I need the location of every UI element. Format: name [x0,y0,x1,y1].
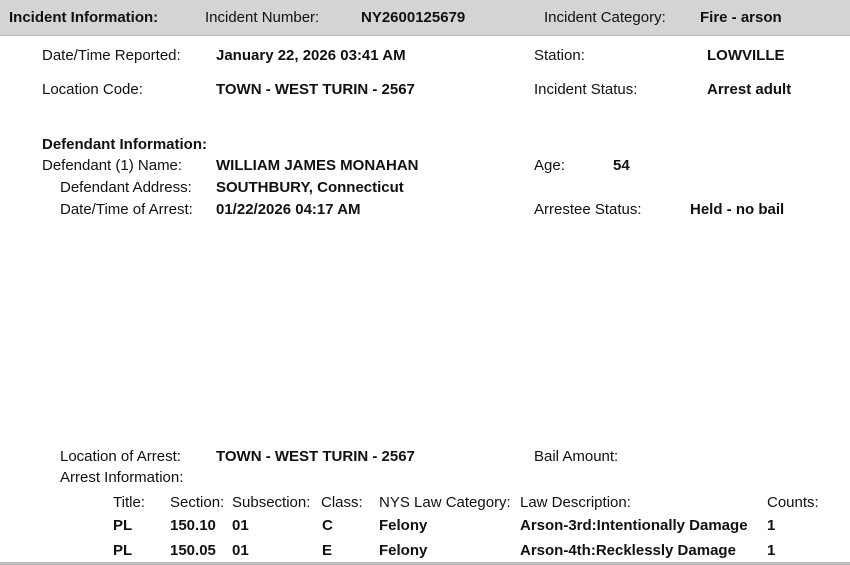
charge-law-category: Felony [379,517,428,534]
incident-info-heading: Incident Information: [9,9,159,26]
bail-amount-label: Bail Amount: [534,448,619,465]
location-code-label: Location Code: [42,81,143,98]
col-header-section: Section: [170,494,225,511]
charge-class: E [322,542,333,559]
defendant-address-label: Defendant Address: [60,179,192,196]
charge-title: PL [113,517,133,534]
charge-counts: 1 [767,542,776,559]
arrestee-status-value: Held - no bail [690,201,785,218]
col-header-subsection: Subsection: [232,494,311,511]
defendant-info-heading: Defendant Information: [42,136,207,153]
col-header-law-category: NYS Law Category: [379,494,511,511]
arrest-info-label: Arrest Information: [60,469,184,486]
incident-category-label: Incident Category: [544,9,666,26]
reported-value: January 22, 2026 03:41 AM [216,47,406,64]
incident-category-value: Fire - arson [700,9,782,26]
charge-subsection: 01 [232,517,249,534]
charge-subsection: 01 [232,542,249,559]
charge-title: PL [113,542,133,559]
incident-status-label: Incident Status: [534,81,638,98]
incident-number-value: NY2600125679 [361,9,466,26]
charge-law-description: Arson-3rd:Intentionally Damage [520,517,748,534]
defendant-name-value: WILLIAM JAMES MONAHAN [216,157,419,174]
incident-status-value: Arrest adult [707,81,792,98]
arrest-location-value: TOWN - WEST TURIN - 2567 [216,448,415,465]
arrest-time-label: Date/Time of Arrest: [60,201,193,218]
arrest-location-label: Location of Arrest: [60,448,181,465]
location-code-value: TOWN - WEST TURIN - 2567 [216,81,415,98]
col-header-law-description: Law Description: [520,494,631,511]
incident-number-label: Incident Number: [205,9,320,26]
age-value: 54 [613,157,630,174]
defendant-address-value: SOUTHBURY, Connecticut [216,179,404,196]
arrestee-status-label: Arrestee Status: [534,201,642,218]
station-value: LOWVILLE [707,47,785,64]
reported-label: Date/Time Reported: [42,47,181,64]
charge-section: 150.10 [170,517,216,534]
charge-law-description: Arson-4th:Recklessly Damage [520,542,736,559]
age-label: Age: [534,157,565,174]
arrest-time-value: 01/22/2026 04:17 AM [216,201,361,218]
col-header-title: Title: [113,494,145,511]
col-header-class: Class: [321,494,363,511]
charge-section: 150.05 [170,542,216,559]
station-label: Station: [534,47,585,64]
charge-counts: 1 [767,517,776,534]
charge-law-category: Felony [379,542,428,559]
col-header-counts: Counts: [767,494,819,511]
charge-class: C [322,517,333,534]
defendant-name-label: Defendant (1) Name: [42,157,183,174]
